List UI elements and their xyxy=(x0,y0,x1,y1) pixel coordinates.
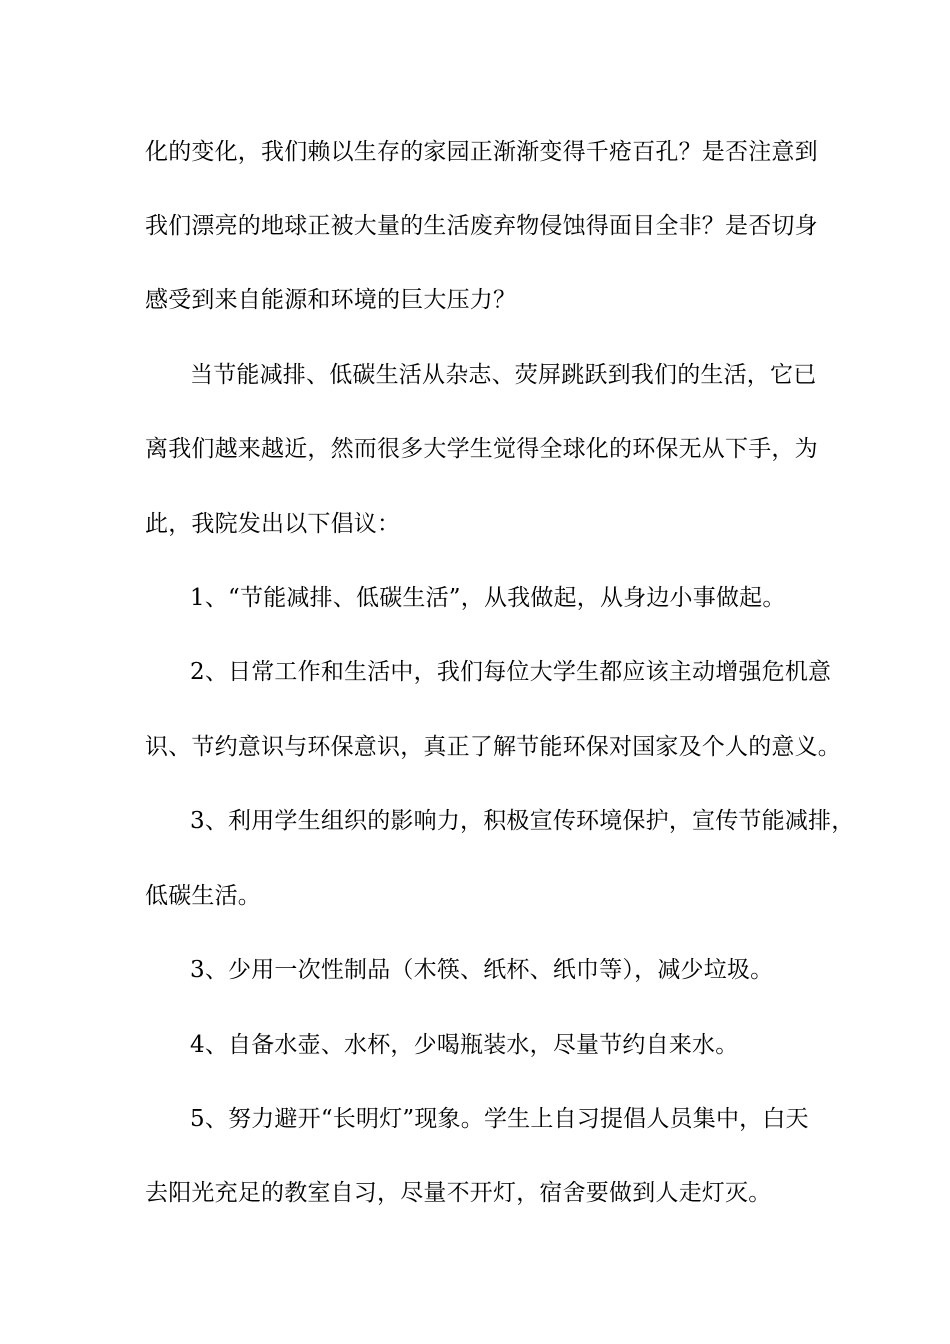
text-line: 我们漂亮的地球正被大量的生活废弃物侵蚀得面目全非？是否切身 xyxy=(145,213,818,239)
text-line: 感受到来自能源和环境的巨大压力？ xyxy=(145,287,517,313)
list-item-4: 4、自备水壶、水杯，少喝瓶装水，尽量节约自来水。 xyxy=(190,1032,739,1058)
list-item-2: 2、日常工作和生活中，我们每位大学生都应该主动增强危机意 xyxy=(190,659,832,685)
text-line: 离我们越来越近，然而很多大学生觉得全球化的环保无从下手，为 xyxy=(145,436,818,462)
text-line: 化的变化，我们赖以生存的家园正渐渐变得千疮百孔？是否注意到 xyxy=(145,139,818,165)
text-line: 低碳生活。 xyxy=(145,883,261,909)
list-item-3a: 3、利用学生组织的影响力，积极宣传环境保护，宣传节能减排， xyxy=(190,808,855,834)
text-line: 此，我院发出以下倡议： xyxy=(145,511,401,537)
list-item-3b: 3、少用一次性制品（木筷、纸杯、纸巾等），减少垃圾。 xyxy=(190,957,774,983)
list-item-1: 1、“节能减排、低碳生活”，从我做起，从身边小事做起。 xyxy=(190,585,786,611)
paragraph-start-line: 当节能减排、低碳生活从杂志、荧屏跳跃到我们的生活，它已 xyxy=(190,362,817,388)
text-line: 识、节约意识与环保意识，真正了解节能环保对国家及个人的意义。 xyxy=(145,734,841,760)
text-line: 去阳光充足的教室自习，尽量不开灯，宿舍要做到人走灯灭。 xyxy=(145,1180,772,1206)
list-item-5: 5、努力避开“长明灯”现象。学生上自习提倡人员集中，白天 xyxy=(190,1106,809,1132)
